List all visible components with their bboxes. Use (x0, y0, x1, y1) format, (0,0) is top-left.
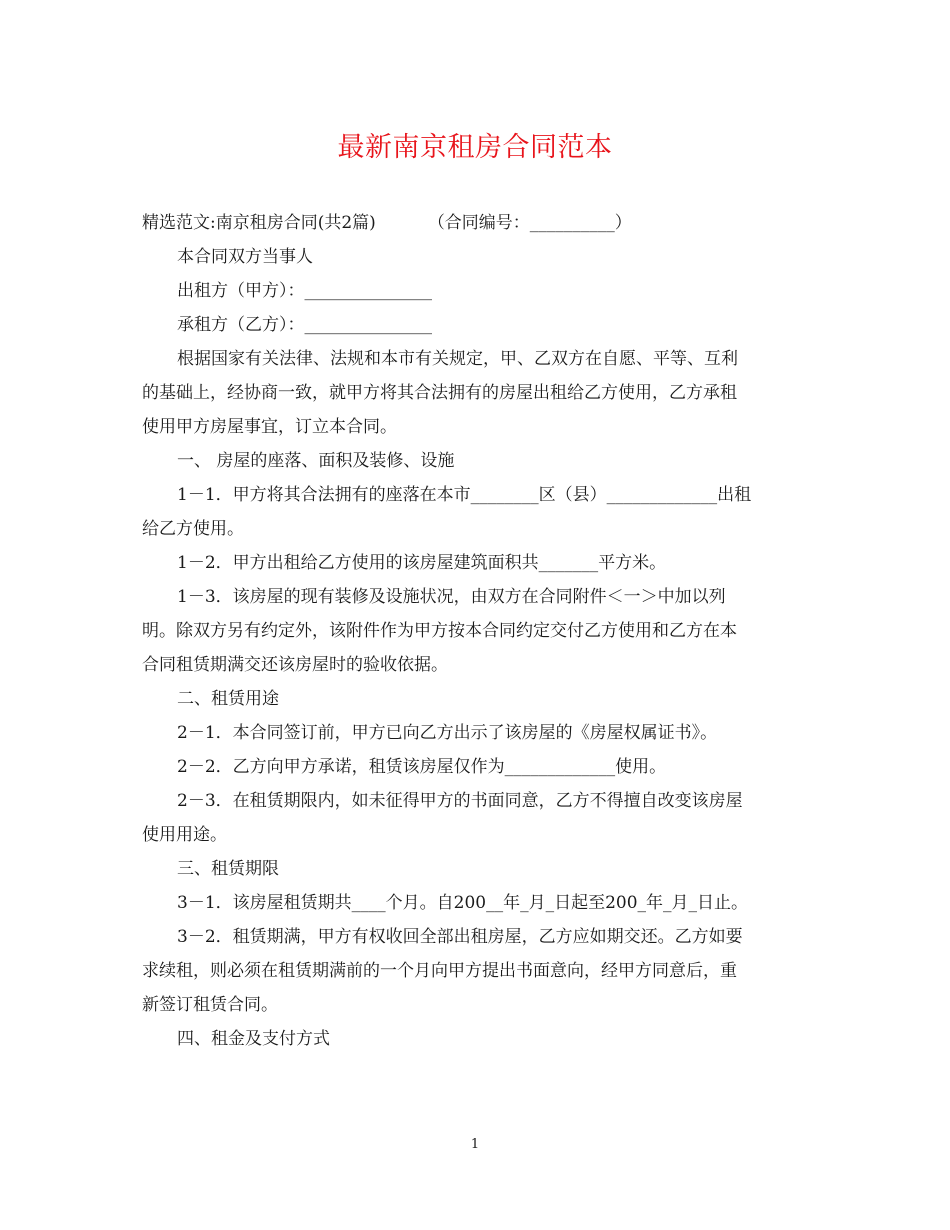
paragraph-line: 承租方（乙方）：_______________ (177, 315, 432, 335)
paragraph-line: 1－2．甲方出租给乙方使用的该房屋建筑面积共_______平方米。 (177, 553, 667, 573)
document-body (142, 206, 810, 1056)
paragraph-line: 给乙方使用。 (142, 519, 244, 539)
section-heading: 三、租赁期限 (177, 859, 279, 879)
paragraph-line: 合同租赁期满交还该房屋时的验收依据。 (142, 655, 448, 675)
paragraph-line: 1－3．该房屋的现有装修及设施状况，由双方在合同附件＜一＞中加以列 (177, 587, 726, 607)
paragraph-line: 2－1．本合同签订前，甲方已向乙方出示了该房屋的《房屋权属证书》。 (177, 723, 718, 743)
paragraph-line: 2－2．乙方向甲方承诺，租赁该房屋仅作为_____________使用。 (177, 757, 667, 777)
document-title: 最新南京租房合同范本 (337, 132, 613, 163)
subtitle-line (142, 206, 810, 240)
subtitle-text: 精选范文:南京租房合同(共2篇) (142, 213, 376, 233)
paragraph-line: 本合同双方当事人 (177, 247, 313, 267)
paragraph-line: 的基础上，经协商一致，就甲方将其合法拥有的房屋出租给乙方使用，乙方承租 (142, 383, 737, 403)
paragraph-line: 3－2．租赁期满，甲方有权收回全部出租房屋，乙方应如期交还。乙方如要 (177, 927, 743, 947)
paragraph-line: 1－1．甲方将其合法拥有的座落在本市________区（县）_____________出租 (177, 485, 752, 505)
section-heading: 四、租金及支付方式 (177, 1029, 330, 1049)
contract-number: （合同编号：__________） (427, 213, 632, 233)
paragraph-line: 求续租，则必须在租赁期满前的一个月向甲方提出书面意向，经甲方同意后，重 (142, 961, 737, 981)
paragraph-line: 使用用途。 (142, 825, 227, 845)
section-heading: 二、租赁用途 (177, 689, 279, 709)
paragraph-line: 出租方（甲方）：_______________ (177, 281, 432, 301)
paragraph-line: 新签订租赁合同。 (142, 995, 278, 1015)
paragraph-line: 2－3．在租赁期限内，如未征得甲方的书面同意，乙方不得擅自改变该房屋 (177, 791, 743, 811)
page-number: 1 (470, 1137, 480, 1152)
paragraph-line: 根据国家有关法律、法规和本市有关规定，甲、乙双方在自愿、平等、互利 (177, 349, 738, 369)
paragraph-line: 3－1．该房屋租赁期共____个月。自200__年_月_日起至200_年_月_日止。 (177, 893, 749, 913)
section-heading: 一、 房屋的座落、面积及装修、设施 (177, 451, 455, 471)
paragraph-line: 明。除双方另有约定外，该附件作为甲方按本合同约定交付乙方使用和乙方在本 (142, 621, 737, 641)
paragraph-line: 使用甲方房屋事宜，订立本合同。 (142, 417, 397, 437)
